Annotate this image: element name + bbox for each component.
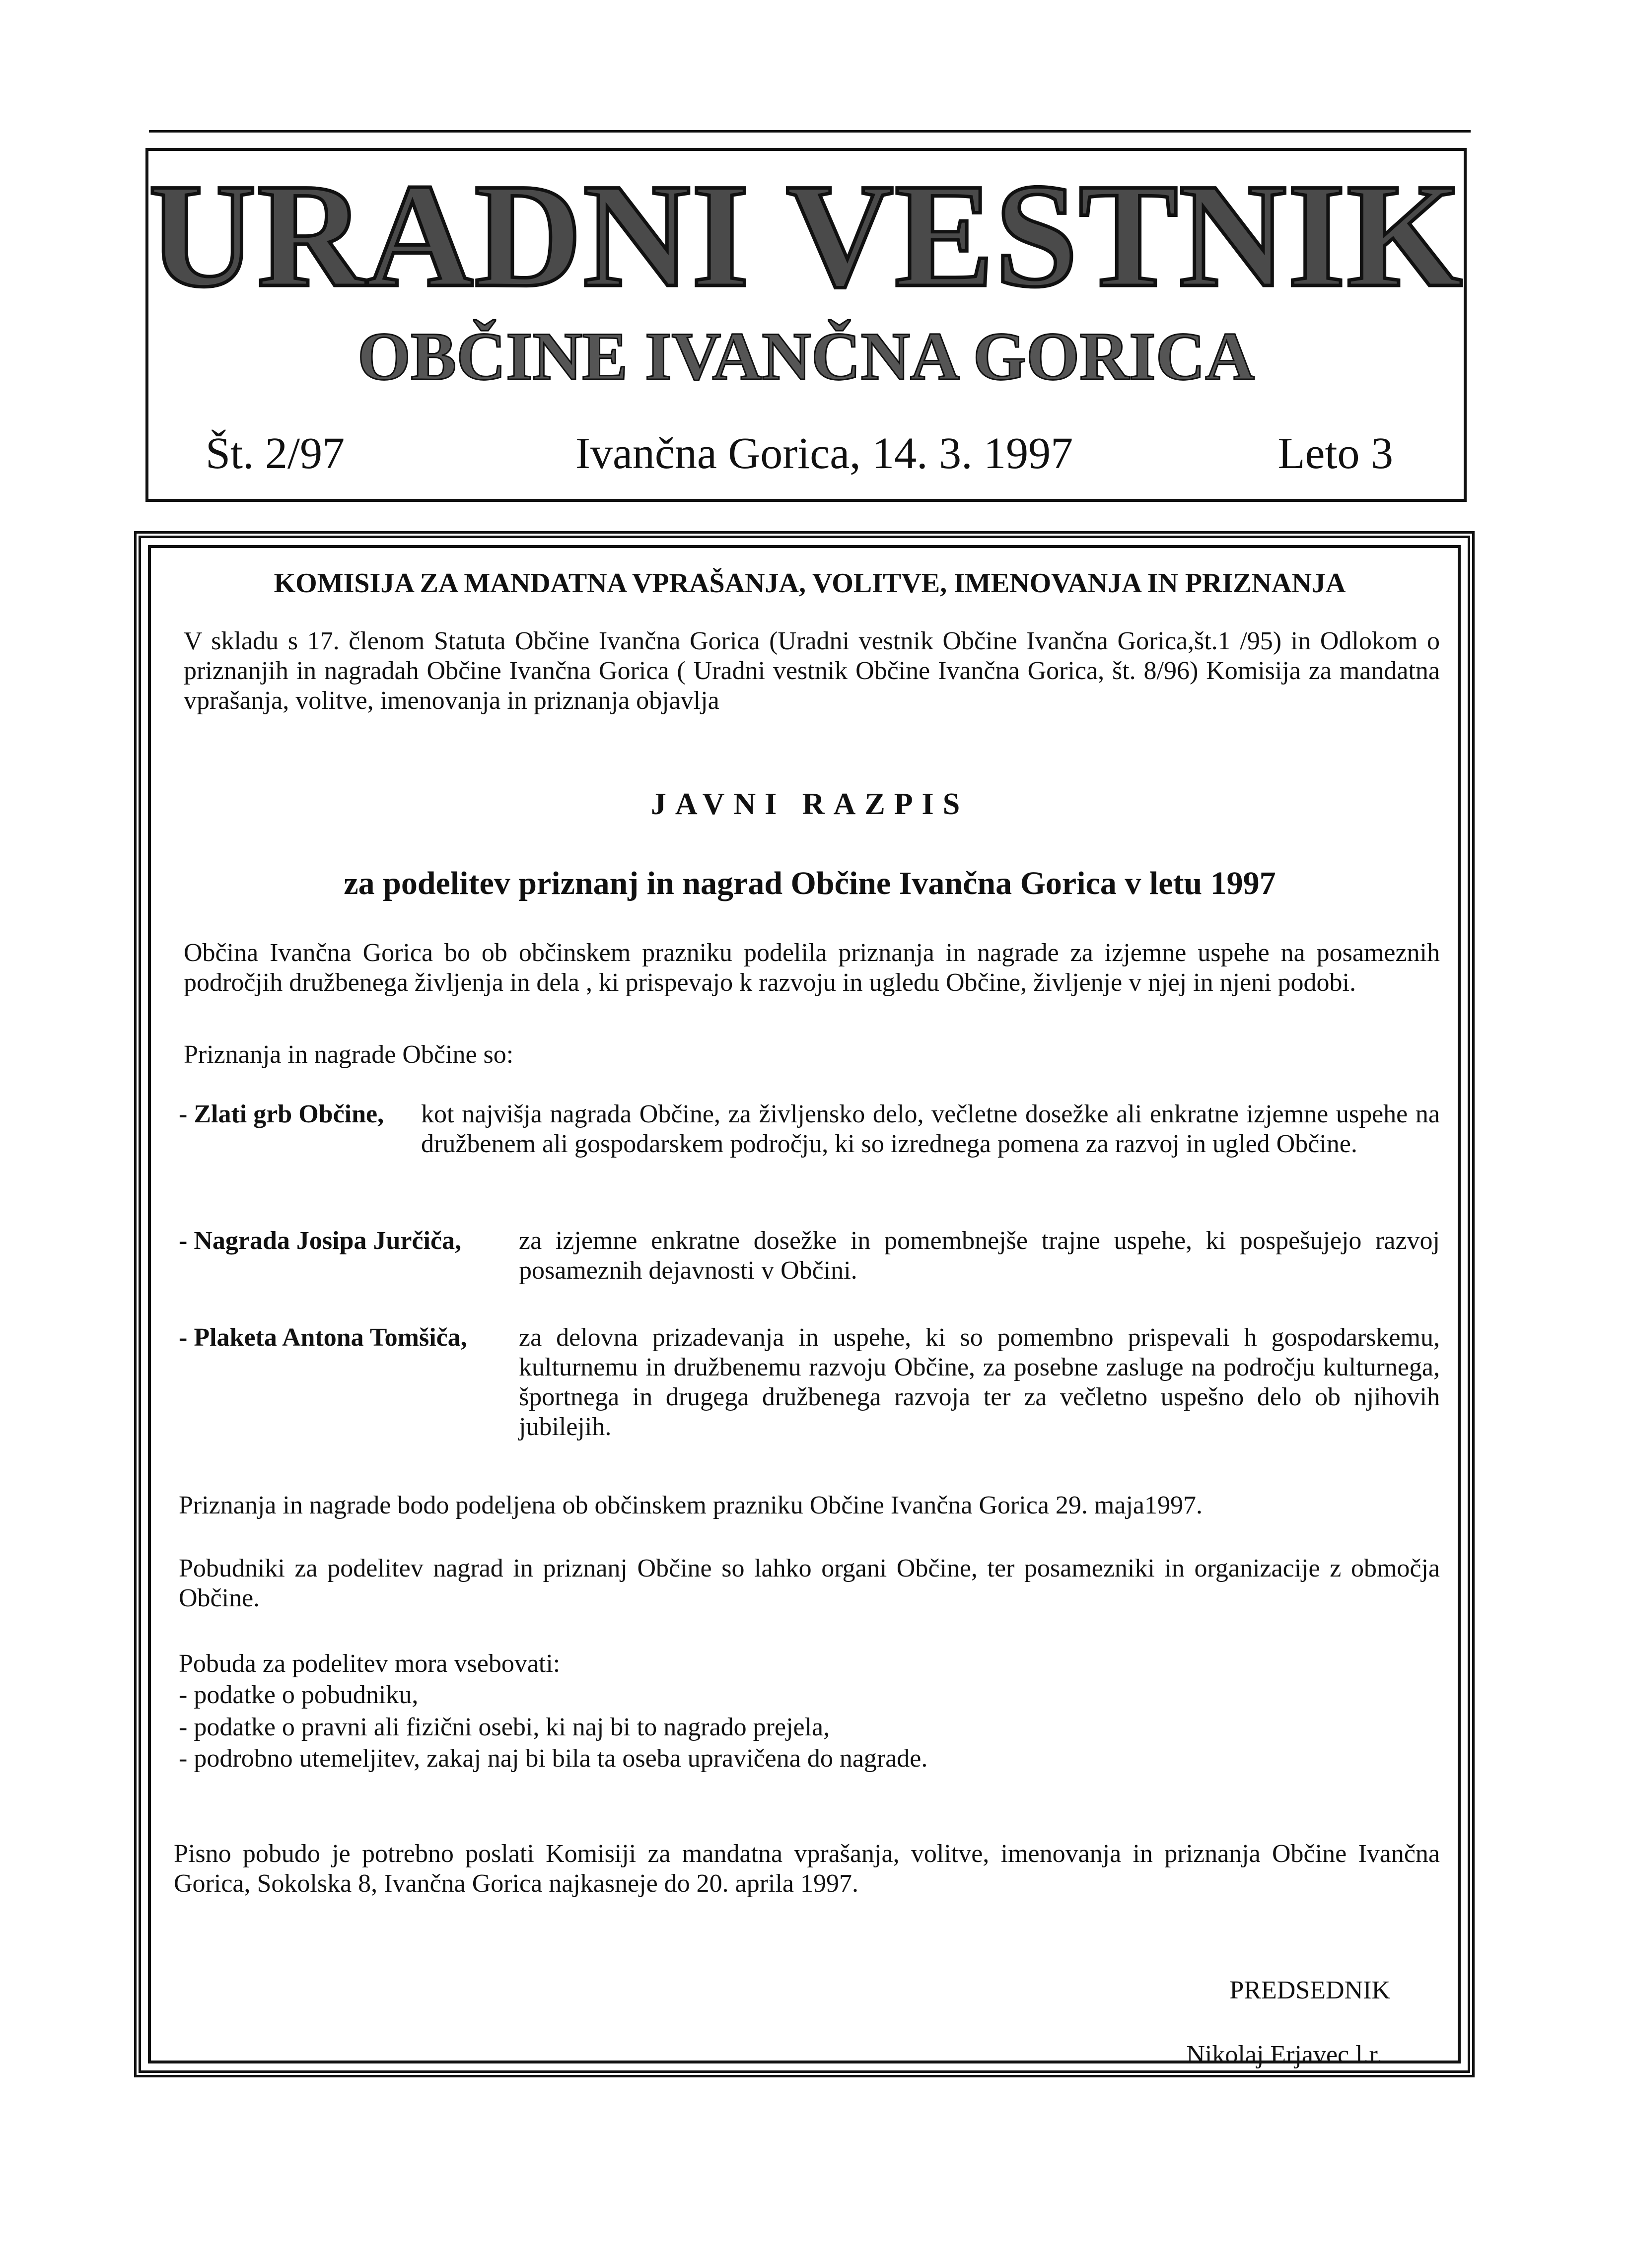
masthead-box — [145, 148, 1467, 502]
volume-year: Leto 3 — [1277, 429, 1393, 478]
proposers-paragraph: Pobudniki za podelitev nagrad in priznanj Občine so lahko organi Občine, ter posamezniki in organizacije z območja Občine. — [179, 1554, 1440, 1612]
requirement-item: - podatke o pravni ali fizični osebi, ki naj bi to nagrado prejela, — [179, 1713, 830, 1741]
award-description: za delovna prizadevanja in uspehe, ki so pomembno prispevali h gospodarskemu, kulturnemu in družbenemu razvoju Občine, za posebne zasluge na področju kulturnega, športnega in drugega družbenega razvoja ter za večletno uspešno delo ob njihovih jubilejih. — [519, 1323, 1440, 1441]
award-description: kot najvišja nagrada Občine, za življensko delo, večletne dosežke ali enkratne izjemne uspehe na družbenem ali gospodarskem področju, ki so izrednega pomena za razvoj in ugled Občine. — [421, 1100, 1440, 1158]
notice-subject: za podelitev priznanj in nagrad Občine Ivančna Gorica v letu 1997 — [344, 865, 1276, 901]
award-name: - Zlati grb Občine, — [179, 1100, 384, 1128]
requirement-item: - podatke o pobudniku, — [179, 1681, 419, 1709]
requirement-item: - podrobno utemeljitev, zakaj naj bi bila ta oseba upravičena do nagrade. — [179, 1744, 928, 1773]
award-name: - Plaketa Antona Tomšiča, — [179, 1323, 467, 1352]
signature-title: PREDSEDNIK — [1229, 1976, 1390, 2004]
issue-number: Št. 2/97 — [206, 429, 345, 478]
municipality-subtitle: OBČINE IVANČNA GORICA — [357, 318, 1255, 394]
article-frame-inner — [148, 545, 1461, 2063]
submission-paragraph: Pisno pobudo je potrebno poslati Komisiji za mandatna vprašanja, volitve, imenovanja in priznanja Občine Ivančna Gorica, Sokolska 8, Ivančna Gorica najkasneje do 20. aprila 1997. — [174, 1840, 1440, 1898]
gazette-title: URADNI VESTNIK — [148, 153, 1464, 318]
award-description: za izjemne enkratne dosežke in pomembnejše trajne uspehe, ki pospešujejo razvoj posameznih dejavnosti v Občini. — [519, 1227, 1440, 1285]
award-name: - Nagrada Josipa Jurčiča, — [179, 1227, 462, 1255]
awards-lead: Priznanja in nagrade Občine so: — [184, 1040, 514, 1069]
notice-title: JAVNI RAZPIS — [650, 787, 969, 821]
commission-heading: KOMISIJA ZA MANDATNA VPRAŠANJA, VOLITVE, IMENOVANJA IN PRIZNANJA — [274, 568, 1346, 599]
top-rule — [149, 130, 1471, 133]
place-and-date: Ivančna Gorica, 14. 3. 1997 — [575, 429, 1073, 478]
signature-name: Nikolaj Erjavec l.r. — [1186, 2041, 1383, 2069]
purpose-paragraph: Občina Ivančna Gorica bo ob občinskem prazniku podelila priznanja in nagrade za izjemne uspehe na posameznih področjih družbenega življenja in dela , ki prispevajo k razvoju in ugledu Občine, življenje v njej in njeni podobi. — [184, 939, 1440, 997]
intro-paragraph: V skladu s 17. členom Statuta Občine Ivančna Gorica (Uradni vestnik Občine Ivančna Gorica,št.1 /95) in Odlokom o priznanjih in nagradah Občine Ivančna Gorica ( Uradni vestnik Občine Ivančna Gorica, št. 8/96) Komisija za mandatna vprašanja, volitve, imenovanja in priznanja objavlja — [184, 627, 1440, 715]
proposal-requirements-lead: Pobuda za podelitev mora vsebovati: — [179, 1649, 561, 1678]
award-date-paragraph: Priznanja in nagrade bodo podeljena ob občinskem prazniku Občine Ivančna Gorica 29. maja1997. — [179, 1491, 1203, 1519]
